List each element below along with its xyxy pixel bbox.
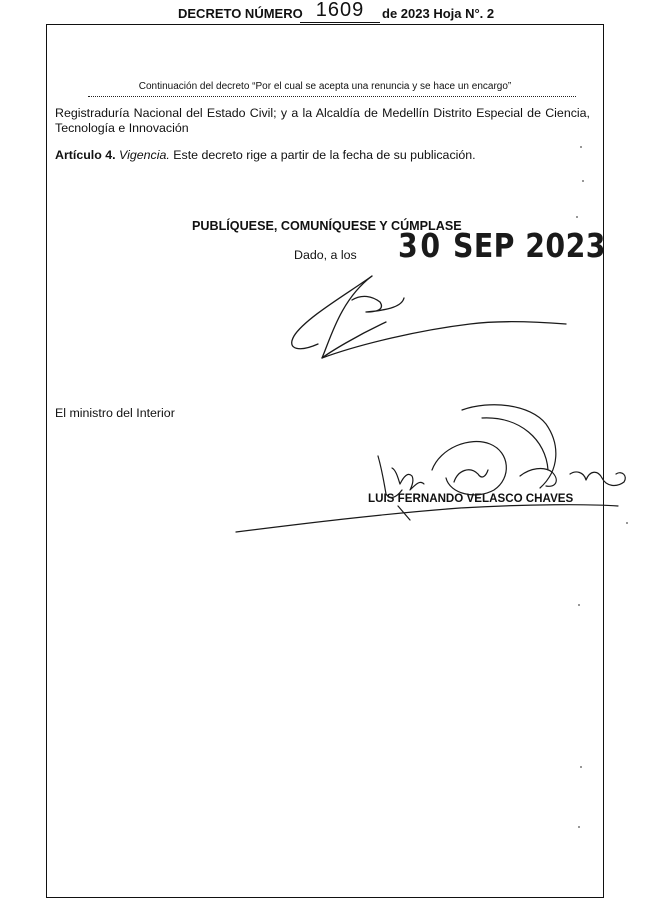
decree-header (0, 0, 650, 24)
scan-speck (576, 216, 578, 218)
scan-speck (580, 146, 582, 148)
decree-year-page: de 2023 Hoja N°. 2 (382, 6, 495, 21)
publication-order: PUBLÍQUESE, COMUNÍQUESE Y CÚMPLASE (192, 219, 462, 233)
scan-speck (582, 180, 584, 182)
continuation-note: Continuación del decreto “Por el cual se acepta una renuncia y se hace un encargo” (138, 81, 512, 92)
date-stamp (398, 226, 606, 265)
paragraph-line-1: Registraduría Nacional del Estado Civil; y a la Alcaldía de Medellín Distrito Especial de Ciencia, (55, 106, 590, 120)
article-4 (55, 148, 476, 162)
dotted-divider (88, 96, 576, 97)
article-heading: Vigencia. (119, 148, 170, 162)
stamp-month-year: SEP 2023 (452, 226, 606, 265)
scan-speck (580, 766, 582, 768)
decree-label: DECRETO NÚMERO (178, 6, 303, 21)
stamp-day: 30 (398, 226, 443, 265)
given-date-label: Dado, a los (294, 248, 357, 262)
paragraph-line-2: Tecnología e Innovación (55, 121, 189, 135)
body-paragraph (55, 106, 590, 136)
scan-speck (578, 604, 580, 606)
minister-title: El ministro del Interior (55, 406, 175, 420)
scan-speck (578, 826, 580, 828)
scan-speck (626, 522, 628, 524)
decree-number: 1609 (300, 0, 380, 23)
article-text: Este decreto rige a partir de la fecha de su publicación. (173, 148, 476, 162)
minister-name: LUIS FERNANDO VELASCO CHAVES (368, 492, 574, 505)
article-label: Artículo 4. (55, 148, 116, 162)
